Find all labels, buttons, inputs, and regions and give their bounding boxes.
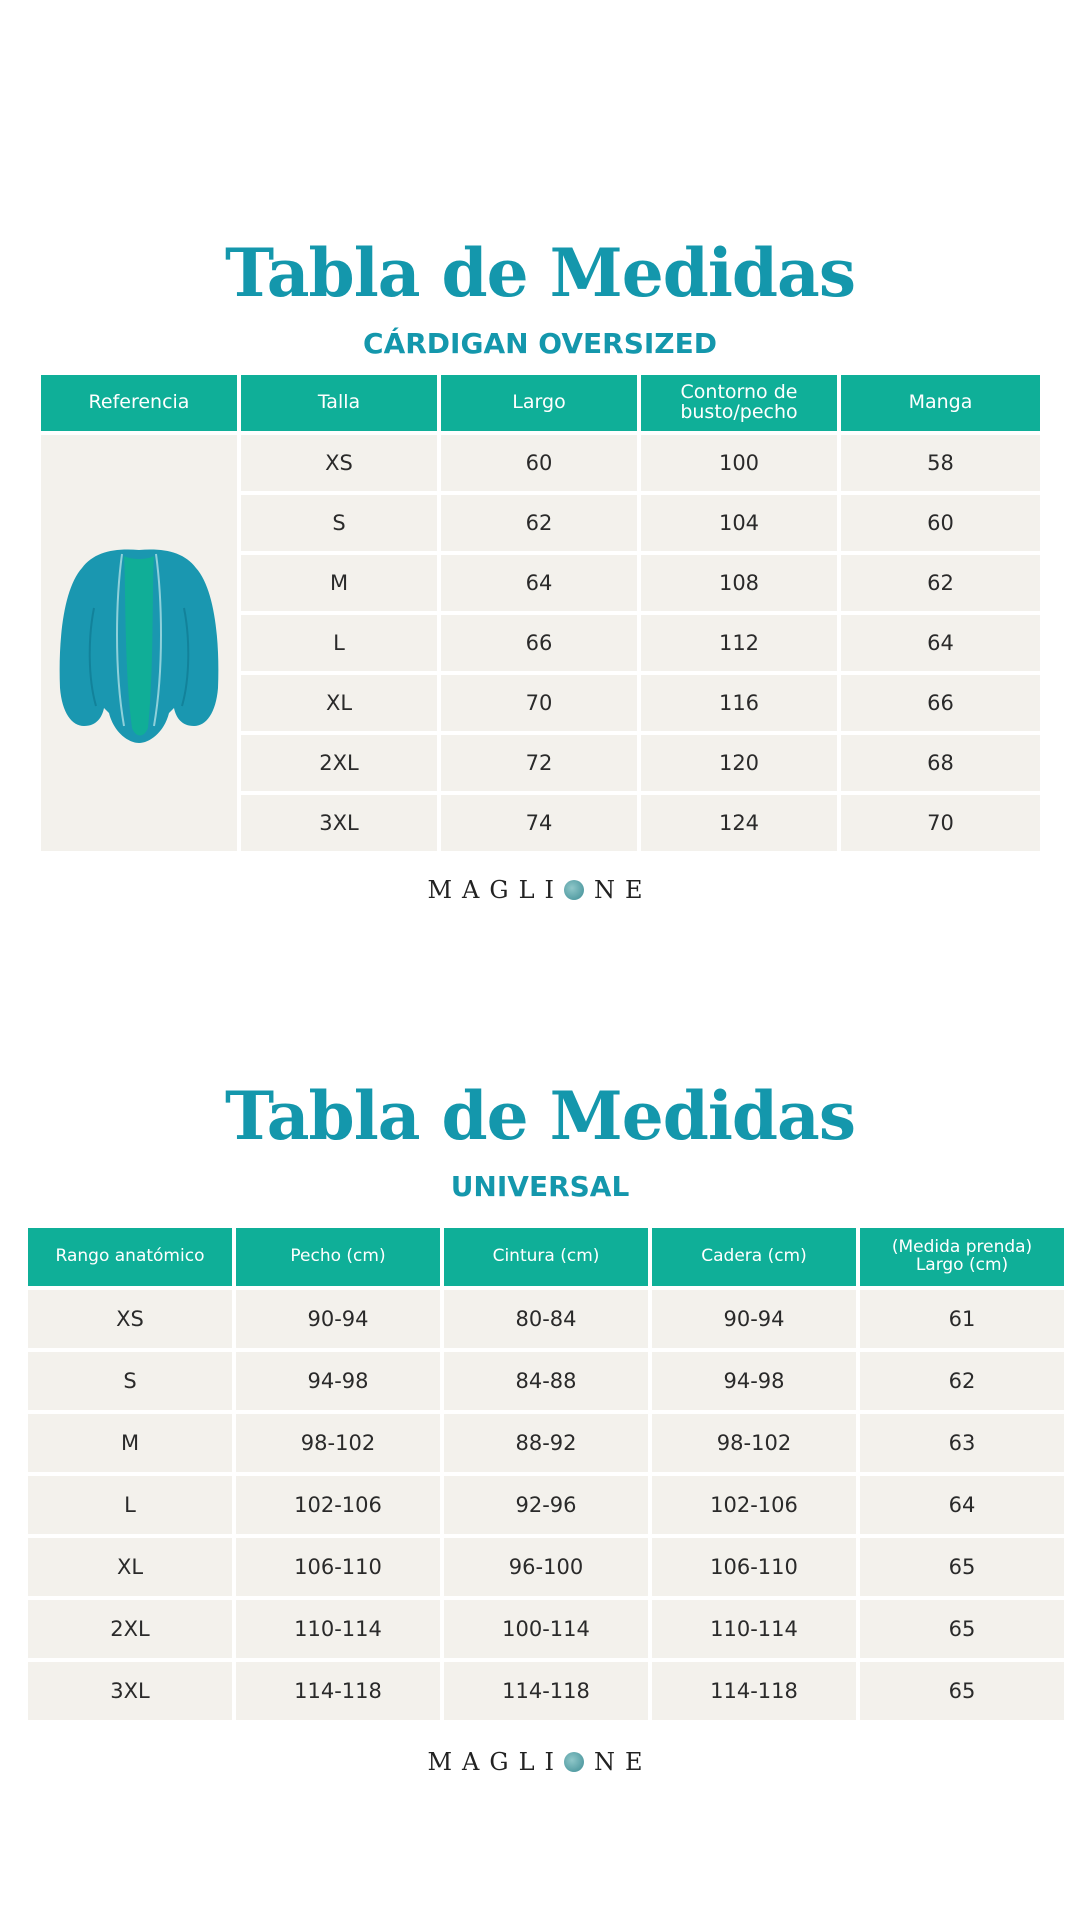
table-cell: 70 [441, 675, 637, 731]
universal-subtitle: UNIVERSAL [450, 1170, 630, 1203]
table-cell: 106-110 [652, 1538, 856, 1596]
table-cell: 66 [841, 675, 1040, 731]
cardigan-size-table [41, 375, 1040, 851]
header-cadera: Cadera (cm) [652, 1228, 856, 1286]
maglione-logo-1 [0, 878, 1080, 902]
table-cell: 2XL [241, 735, 437, 791]
cardigan-illustration [54, 538, 224, 748]
table-cell: 3XL [28, 1662, 232, 1720]
table-cell: M [28, 1414, 232, 1472]
reference-image-cell [41, 435, 237, 851]
table-cell: 114-118 [236, 1662, 440, 1720]
table-cell: XS [28, 1290, 232, 1348]
table-cell: 60 [841, 495, 1040, 551]
table-cell: 2XL [28, 1600, 232, 1658]
header-contorno: Contorno de busto/pecho [641, 375, 837, 431]
table-cell: 92-96 [444, 1476, 648, 1534]
table-cell: 104 [641, 495, 837, 551]
table-cell: 96-100 [444, 1538, 648, 1596]
header-cintura: Cintura (cm) [444, 1228, 648, 1286]
table-cell: 61 [860, 1290, 1064, 1348]
table-cell: 102-106 [652, 1476, 856, 1534]
table-cell: 124 [641, 795, 837, 851]
table-cell: S [241, 495, 437, 551]
table-cell: 74 [441, 795, 637, 851]
table-cell: L [28, 1476, 232, 1534]
table-cell: 72 [441, 735, 637, 791]
table-cell: 90-94 [652, 1290, 856, 1348]
brand-name: MAGLI NE [427, 1748, 653, 1776]
header-pecho: Pecho (cm) [236, 1228, 440, 1286]
table-cell: 110-114 [652, 1600, 856, 1658]
table-cell: 65 [860, 1538, 1064, 1596]
table-cell: 112 [641, 615, 837, 671]
table-cell: 102-106 [236, 1476, 440, 1534]
header-talla: Talla [241, 375, 437, 431]
table-cell: 63 [860, 1414, 1064, 1472]
table-cell: 114-118 [652, 1662, 856, 1720]
brand-o-icon [564, 880, 584, 900]
brand-name: MAGLI NE [427, 876, 653, 904]
table-cell: 84-88 [444, 1352, 648, 1410]
table-cell: 62 [860, 1352, 1064, 1410]
universal-size-table [28, 1228, 1060, 1720]
table-cell: 70 [841, 795, 1040, 851]
header-largo-prenda: (Medida prenda) Largo (cm) [860, 1228, 1064, 1286]
table-cell: L [241, 615, 437, 671]
table-cell: 100-114 [444, 1600, 648, 1658]
table-cell: 116 [641, 675, 837, 731]
header-manga: Manga [841, 375, 1040, 431]
table-cell: XS [241, 435, 437, 491]
table-cell: 114-118 [444, 1662, 648, 1720]
table-cell: 66 [441, 615, 637, 671]
universal-title: Tabla de Medidas [225, 1077, 855, 1155]
table-cell: S [28, 1352, 232, 1410]
table-cell: XL [28, 1538, 232, 1596]
table-cell: 64 [841, 615, 1040, 671]
table-cell: 64 [441, 555, 637, 611]
table-cell: 62 [441, 495, 637, 551]
brand-o-icon [564, 1752, 584, 1772]
table-cell: 110-114 [236, 1600, 440, 1658]
table-cell: 62 [841, 555, 1040, 611]
header-rango: Rango anatómico [28, 1228, 232, 1286]
cardigan-subtitle: CÁRDIGAN OVERSIZED [363, 327, 717, 360]
table-cell: 64 [860, 1476, 1064, 1534]
table-cell: 94-98 [652, 1352, 856, 1410]
table-cell: 88-92 [444, 1414, 648, 1472]
table-cell: 80-84 [444, 1290, 648, 1348]
header-largo: Largo [441, 375, 637, 431]
header-referencia: Referencia [41, 375, 237, 431]
table-cell: 90-94 [236, 1290, 440, 1348]
table-cell: 65 [860, 1662, 1064, 1720]
table-cell: 60 [441, 435, 637, 491]
table-cell: XL [241, 675, 437, 731]
table-cell: 108 [641, 555, 837, 611]
table-cell: M [241, 555, 437, 611]
table-cell: 65 [860, 1600, 1064, 1658]
table-cell: 3XL [241, 795, 437, 851]
table-cell: 120 [641, 735, 837, 791]
table-cell: 100 [641, 435, 837, 491]
table-cell: 98-102 [652, 1414, 856, 1472]
maglione-logo-2 [0, 1750, 1080, 1774]
table-cell: 68 [841, 735, 1040, 791]
table-cell: 94-98 [236, 1352, 440, 1410]
table-cell: 98-102 [236, 1414, 440, 1472]
table-cell: 58 [841, 435, 1040, 491]
cardigan-title: Tabla de Medidas [225, 234, 855, 312]
table-cell: 106-110 [236, 1538, 440, 1596]
